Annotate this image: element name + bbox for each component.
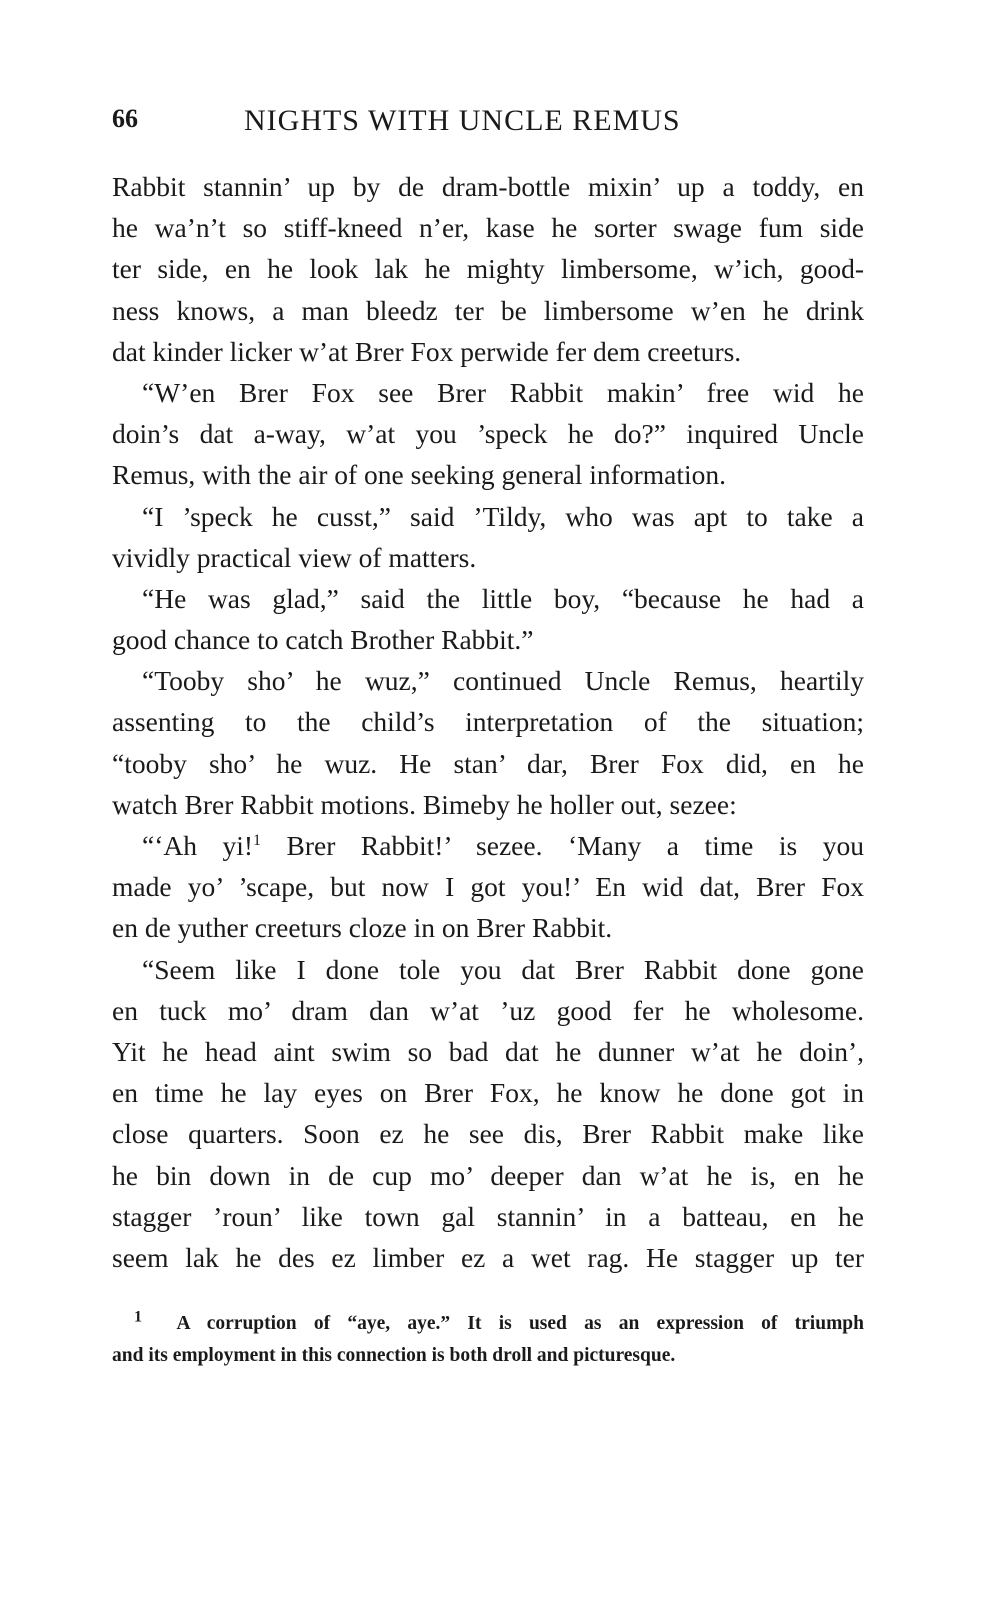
- footnote-line: [112, 1308, 864, 1340]
- running-title: NIGHTS WITH UNCLE REMUS: [244, 104, 681, 137]
- page-number: 66: [112, 104, 138, 133]
- text-line: close quarters. Soon ez he see dis, Brer Rabbit make like: [112, 1118, 864, 1150]
- text-line: he bin down in de cup mo’ deeper dan w’at he is, en he: [112, 1159, 864, 1191]
- page-header: [112, 104, 872, 148]
- text-line: “W’en Brer Fox see Brer Rabbit makin’ free wid he: [142, 376, 864, 408]
- text-line: Remus, with the air of one seeking general information.: [112, 459, 726, 491]
- text-line: Yit he head aint swim so bad dat he dunner w’at he doin’,: [112, 1035, 864, 1067]
- footnote: [112, 1308, 864, 1372]
- footnote-text: A corruption of “aye, aye.” It is used as an expression of triumph: [176, 1313, 865, 1334]
- text-line: made yo’ ’scape, but now I got you!’ En wid dat, Brer Fox: [112, 871, 864, 903]
- text-fragment: Brer Rabbit!’ sezee. ‘Many a time is you: [261, 830, 865, 861]
- text-line: stagger ’roun’ like town gal stannin’ in a batteau, en he: [112, 1200, 864, 1232]
- text-fragment: “‘Ah yi!: [142, 830, 254, 861]
- footnote-marker: 1: [134, 1308, 142, 1326]
- text-line: “He was glad,” said the little boy, “because he had a: [142, 582, 864, 614]
- text-line: “Seem like I done tole you dat Brer Rabbit done gone: [142, 953, 864, 985]
- footnote-reference: 1: [253, 831, 262, 849]
- text-line: ness knows, a man bleedz ter be limbersome w’en he drink: [112, 294, 864, 326]
- text-line: vividly practical view of matters.: [112, 541, 477, 573]
- text-line: en time he lay eyes on Brer Fox, he know he done got in: [112, 1077, 864, 1109]
- text-line: he wa’n’t so stiff-kneed n’er, kase he sorter swage fum side: [112, 212, 864, 244]
- text-line: “I ’speck he cusst,” said ’Tildy, who was apt to take a: [142, 500, 864, 532]
- text-line: doin’s dat a-way, w’at you ’speck he do?” inquired Uncle: [112, 418, 864, 450]
- text-line: dat kinder licker w’at Brer Fox perwide fer dem creeturs.: [112, 335, 742, 367]
- text-line-with-footnote: [112, 825, 864, 866]
- body-text: [112, 166, 864, 1278]
- text-line: en tuck mo’ dram dan w’at ’uz good fer he wholesome.: [112, 994, 864, 1026]
- text-line: “Tooby sho’ he wuz,” continued Uncle Remus, heartily: [142, 665, 864, 697]
- text-line: seem lak he des ez limber ez a wet rag. He stagger up ter: [112, 1241, 864, 1273]
- text-line: en de yuther creeturs cloze in on Brer Rabbit.: [112, 912, 613, 944]
- text-line: “tooby sho’ he wuz. He stan’ dar, Brer Fox did, en he: [112, 747, 864, 779]
- text-line: watch Brer Rabbit motions. Bimeby he holler out, sezee:: [112, 788, 737, 820]
- text-line: assenting to the child’s interpretation of the situation;: [112, 706, 864, 738]
- text-line: good chance to catch Brother Rabbit.”: [112, 624, 534, 656]
- text-line: ter side, en he look lak he mighty limbersome, w’ich, good-: [112, 253, 864, 285]
- footnote-line: and its employment in this connection is both droll and picturesque.: [112, 1345, 676, 1366]
- text-line: Rabbit stannin’ up by de dram-bottle mixin’ up a toddy, en: [112, 171, 864, 202]
